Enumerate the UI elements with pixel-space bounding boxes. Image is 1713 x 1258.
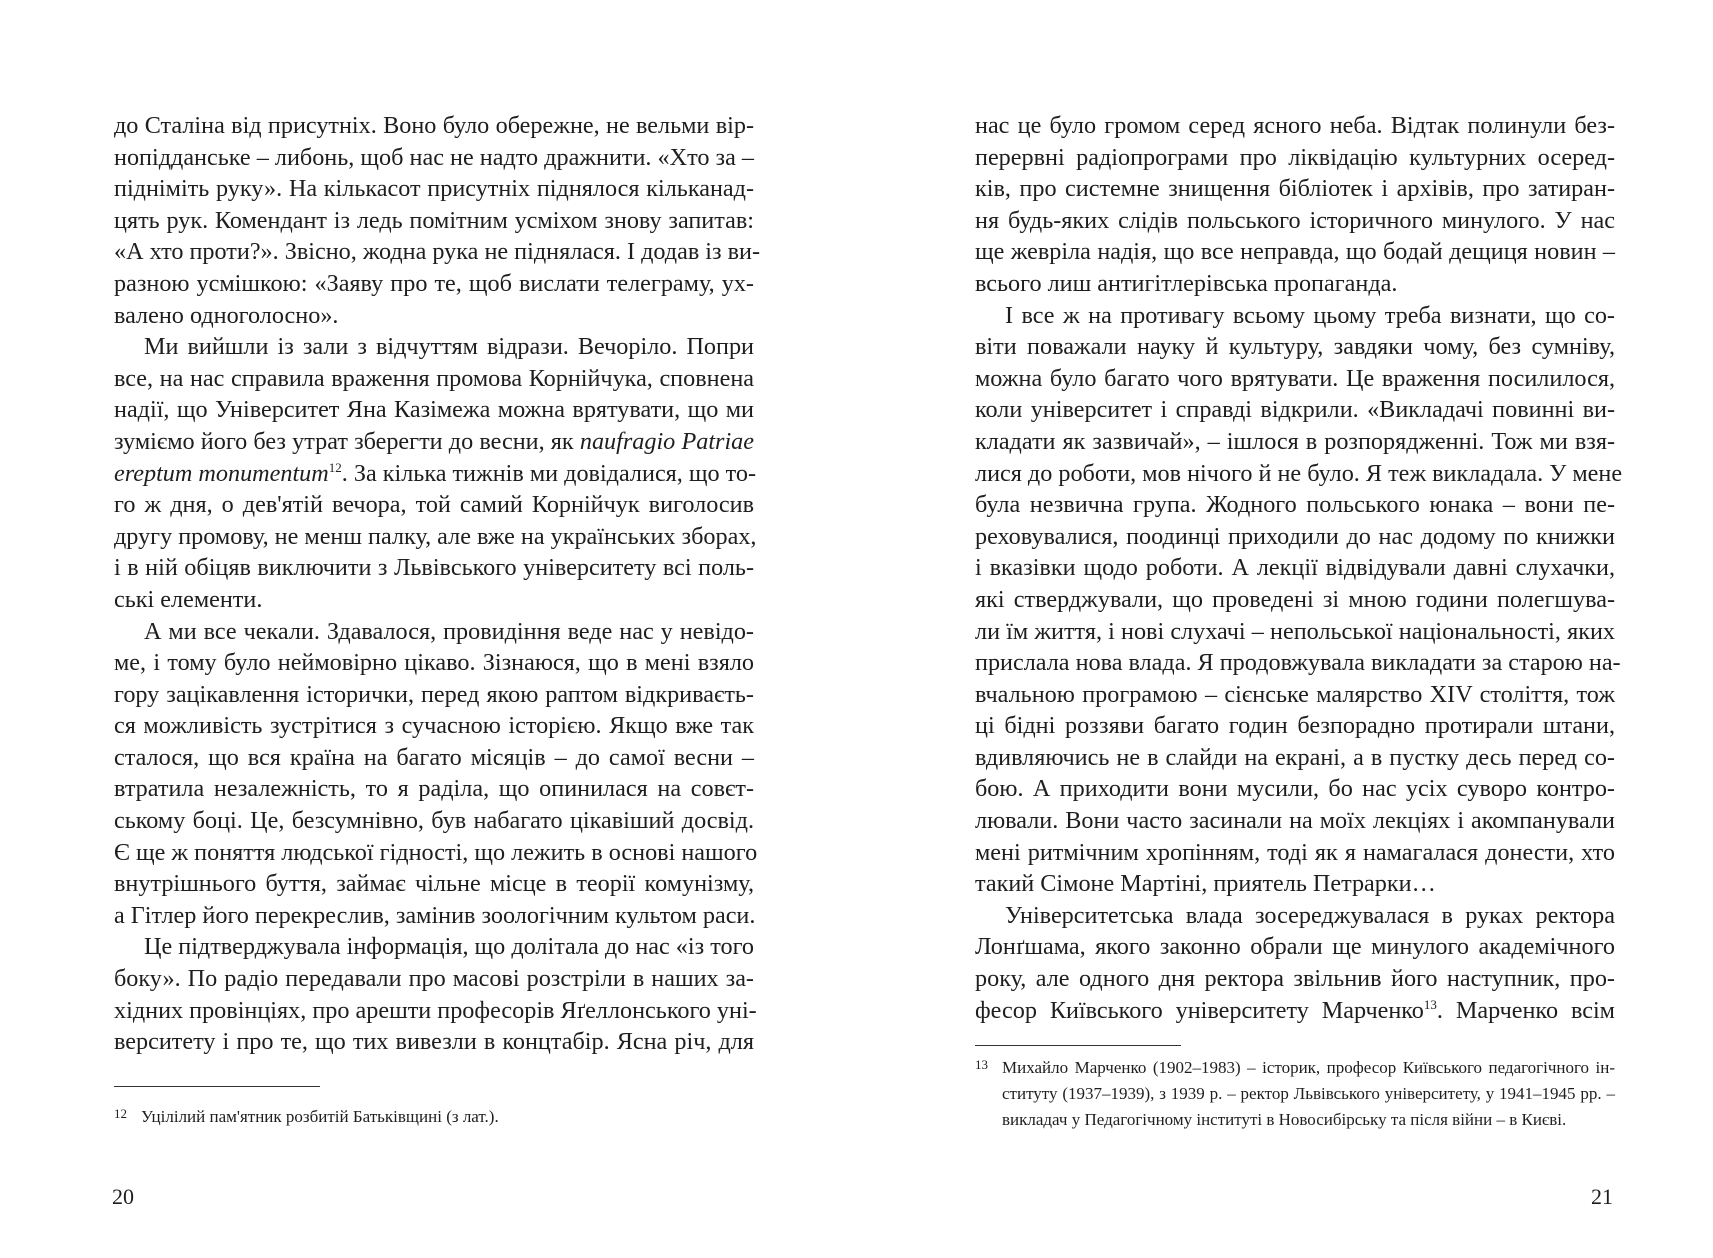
text-line: вдивляючись не в слайди на екрані, а в пустку десь перед со- (975, 743, 1615, 771)
text-line: віти поважали науку й культуру, завдяки чому, без сумніву, (975, 333, 1615, 361)
footnote-divider (114, 1086, 320, 1087)
text-line (975, 995, 1615, 1027)
text-line: мені ритмічним хропінням, тоді як я намагалася донести, хто (975, 838, 1615, 866)
footnote-text: Уцілілий пам'ятник розбитій Батьківщині (з лат.). (141, 1107, 499, 1126)
text-line: втратила незалежність, то я раділа, що опинилася на совєт- (114, 775, 754, 803)
right-body-text (975, 110, 1623, 1026)
text-segment: . За кілька тижнів ми довідалися, що то- (341, 459, 757, 487)
text-line: разною усмішкою: «Заяву про те, щоб вислати телеграму, ух- (114, 269, 754, 297)
text-line: ня будь-яких слідів польського історичного минулого. У нас (975, 206, 1615, 234)
text-line: «А хто проти?». Звісно, жодна рука не піднялася. І додав із ви- (114, 238, 761, 266)
footnote (114, 1104, 754, 1130)
text-line: го ж дня, о дев'ятій вечора, той самий Корнійчук виголосив (114, 491, 754, 519)
footnote-number: 12 (114, 1106, 127, 1121)
footnote-line: викладач у Педагогічному інституті в Новосибірську та після війни – в Києві. (1002, 1110, 1567, 1129)
text-line: А ми все чекали. Здавалося, провидіння веде нас у невідо- (144, 617, 754, 645)
text-line: ме, і тому було неймовірно цікаво. Зізнаюся, що в мені взяло (114, 649, 754, 677)
left-body-text (114, 110, 761, 1058)
footnote-line: ституту (1937–1939), з 1939 р. – ректор Львівського університету, у 1941–1945 рр. – (1002, 1084, 1615, 1103)
text-line (114, 426, 754, 458)
text-line: коли університет і справді відкрили. «Викладачі повинні ви- (975, 396, 1615, 424)
latin-phrase: naufragio Patriae (579, 427, 754, 455)
text-line: вчальною програмою – сієнське малярство XIV століття, тож (975, 680, 1615, 708)
text-segment: . Марченко всім (1436, 996, 1615, 1024)
text-line: можна було багато чого врятувати. Це враження посилилося, (975, 364, 1615, 392)
footnote-number: 13 (975, 1057, 988, 1072)
latin-phrase: ereptum monumentum (114, 459, 329, 487)
text-segment: фесор Київського університету Марченко (975, 996, 1424, 1024)
text-line: все, на нас справила враження промова Корнійчука, сповнена (114, 364, 754, 392)
text-line: І все ж на противагу всьому цьому треба визнати, що со- (1005, 301, 1615, 329)
text-line: ському боці. Це, безсумнівно, був набагато цікавіший досвід. (114, 807, 754, 835)
text-line: прислала нова влада. Я продовжувала викладати за старою на- (975, 649, 1621, 677)
text-line: року, але одного дня ректора звільнив його наступник, про- (975, 965, 1615, 993)
text-line: сталося, що вся країна на багато місяців – до самої весни – (114, 743, 754, 771)
text-line: гору зацікавлення історички, перед якою раптом відкриваєть- (114, 680, 754, 708)
text-line (114, 458, 757, 490)
footnote-reference[interactable]: 13 (1423, 996, 1437, 1012)
text-line: ли їм життя, і нові слухачі – непольської національності, яких (975, 617, 1615, 645)
text-line: кладати як зазвичай», – ішлося в розпорядженні. Тож ми взя- (975, 427, 1615, 455)
text-line: ські елементи. (114, 585, 263, 613)
footnote-line: Михайло Марченко (1902–1983) – історик, професор Київського педагогічного ін- (1002, 1058, 1615, 1077)
text-line: ся можливість зустрітися з сучасною історією. Якщо вже так (114, 712, 754, 740)
text-line: валено одноголосно». (114, 301, 339, 329)
text-line: ще жевріла надія, що все неправда, що бодай дещиця новин – (975, 238, 1615, 266)
text-line: такий Сімоне Мартіні, приятель Петрарки… (975, 870, 1436, 898)
text-line: хідних провінціях, про арешти професорів Яґеллонського уні- (114, 996, 757, 1024)
text-line: Є ще ж поняття людської гідності, що лежить в основі нашого (114, 838, 758, 866)
text-line: і в ній обіцяв виключити з Львівського університету всі поль- (114, 554, 754, 582)
text-line: Університетська влада зосереджувалася в руках ректора (1005, 901, 1615, 929)
footnote-text (975, 1055, 1615, 1133)
text-line: Лонґшама, якого законно обрали ще минулого академічного (975, 933, 1615, 961)
text-line: ці бідні роззяви багато годин безпорадно протирали штани, (975, 712, 1615, 740)
text-line: перервні радіопрограми про ліквідацію культурних осеред- (975, 143, 1615, 171)
text-line: внутрішнього буття, займає чільне місце в теорії комунізму, (114, 870, 754, 898)
left-page (0, 0, 856, 1258)
text-line: реховувалися, поодинці приходили до нас додому по книжки (975, 522, 1615, 550)
text-line: лися до роботи, мов нічого й не було. Я теж викладала. У мене (975, 459, 1623, 487)
text-line: цять рук. Комендант із ледь помітним усміхом знову запитав: (114, 206, 754, 234)
text-line: ків, про системне знищення бібліотек і архівів, про затиран- (975, 175, 1615, 203)
footnote-reference[interactable]: 12 (328, 459, 342, 475)
text-line: була незвична група. Жодного польського юнака – вони пе- (975, 491, 1615, 519)
right-page (857, 0, 1713, 1258)
text-line: нас це було громом серед ясного неба. Відтак полинули без- (975, 112, 1615, 139)
text-line: і вказівки щодо роботи. А лекції відвідували давні слухачки, (975, 554, 1615, 582)
text-line: боку». По радіо передавали про масові розстріли в наших за- (114, 965, 754, 993)
page-number: 21 (1591, 1184, 1613, 1209)
text-line: всього лиш антигітлерівська пропаганда. (975, 269, 1398, 297)
footnote-divider (975, 1045, 1181, 1046)
page-number: 20 (112, 1184, 134, 1209)
text-line: нопідданське – либонь, щоб нас не надто дражнити. «Хто за – (114, 143, 754, 171)
text-line: Ми вийшли із зали з відчуттям відрази. Вечоріло. Попри (144, 333, 754, 361)
text-line: надії, що Університет Яна Казімежа можна врятувати, що ми (114, 396, 754, 424)
text-line: бою. А приходити вони мусили, бо нас усіх суворо контро- (975, 775, 1615, 803)
text-line: Це підтверджувала інформація, що долітала до нас «із того (144, 933, 754, 961)
text-line: верситету і про те, що тих вивезли в концтабір. Ясна річ, для (114, 1028, 754, 1056)
text-line: лювали. Вони часто засинали на моїх лекціях і акомпанували (975, 807, 1615, 835)
text-line: які стверджували, що проведені зі мною години полегшува- (975, 585, 1615, 613)
text-line: другу промову, не менш палку, але вже на українських зборах, (114, 522, 757, 550)
footnote (975, 1055, 1615, 1133)
text-line: а Гітлер його перекреслив, замінив зоологічним культом раси. (114, 901, 756, 929)
text-line: підніміть руку». На кількасот присутніх піднялося кільканад- (114, 175, 754, 203)
text-line: до Сталіна від присутніх. Воно було обережне, не вельми вір- (114, 112, 754, 139)
text-segment: зуміємо його без утрат зберегти до весни, як (114, 427, 580, 455)
